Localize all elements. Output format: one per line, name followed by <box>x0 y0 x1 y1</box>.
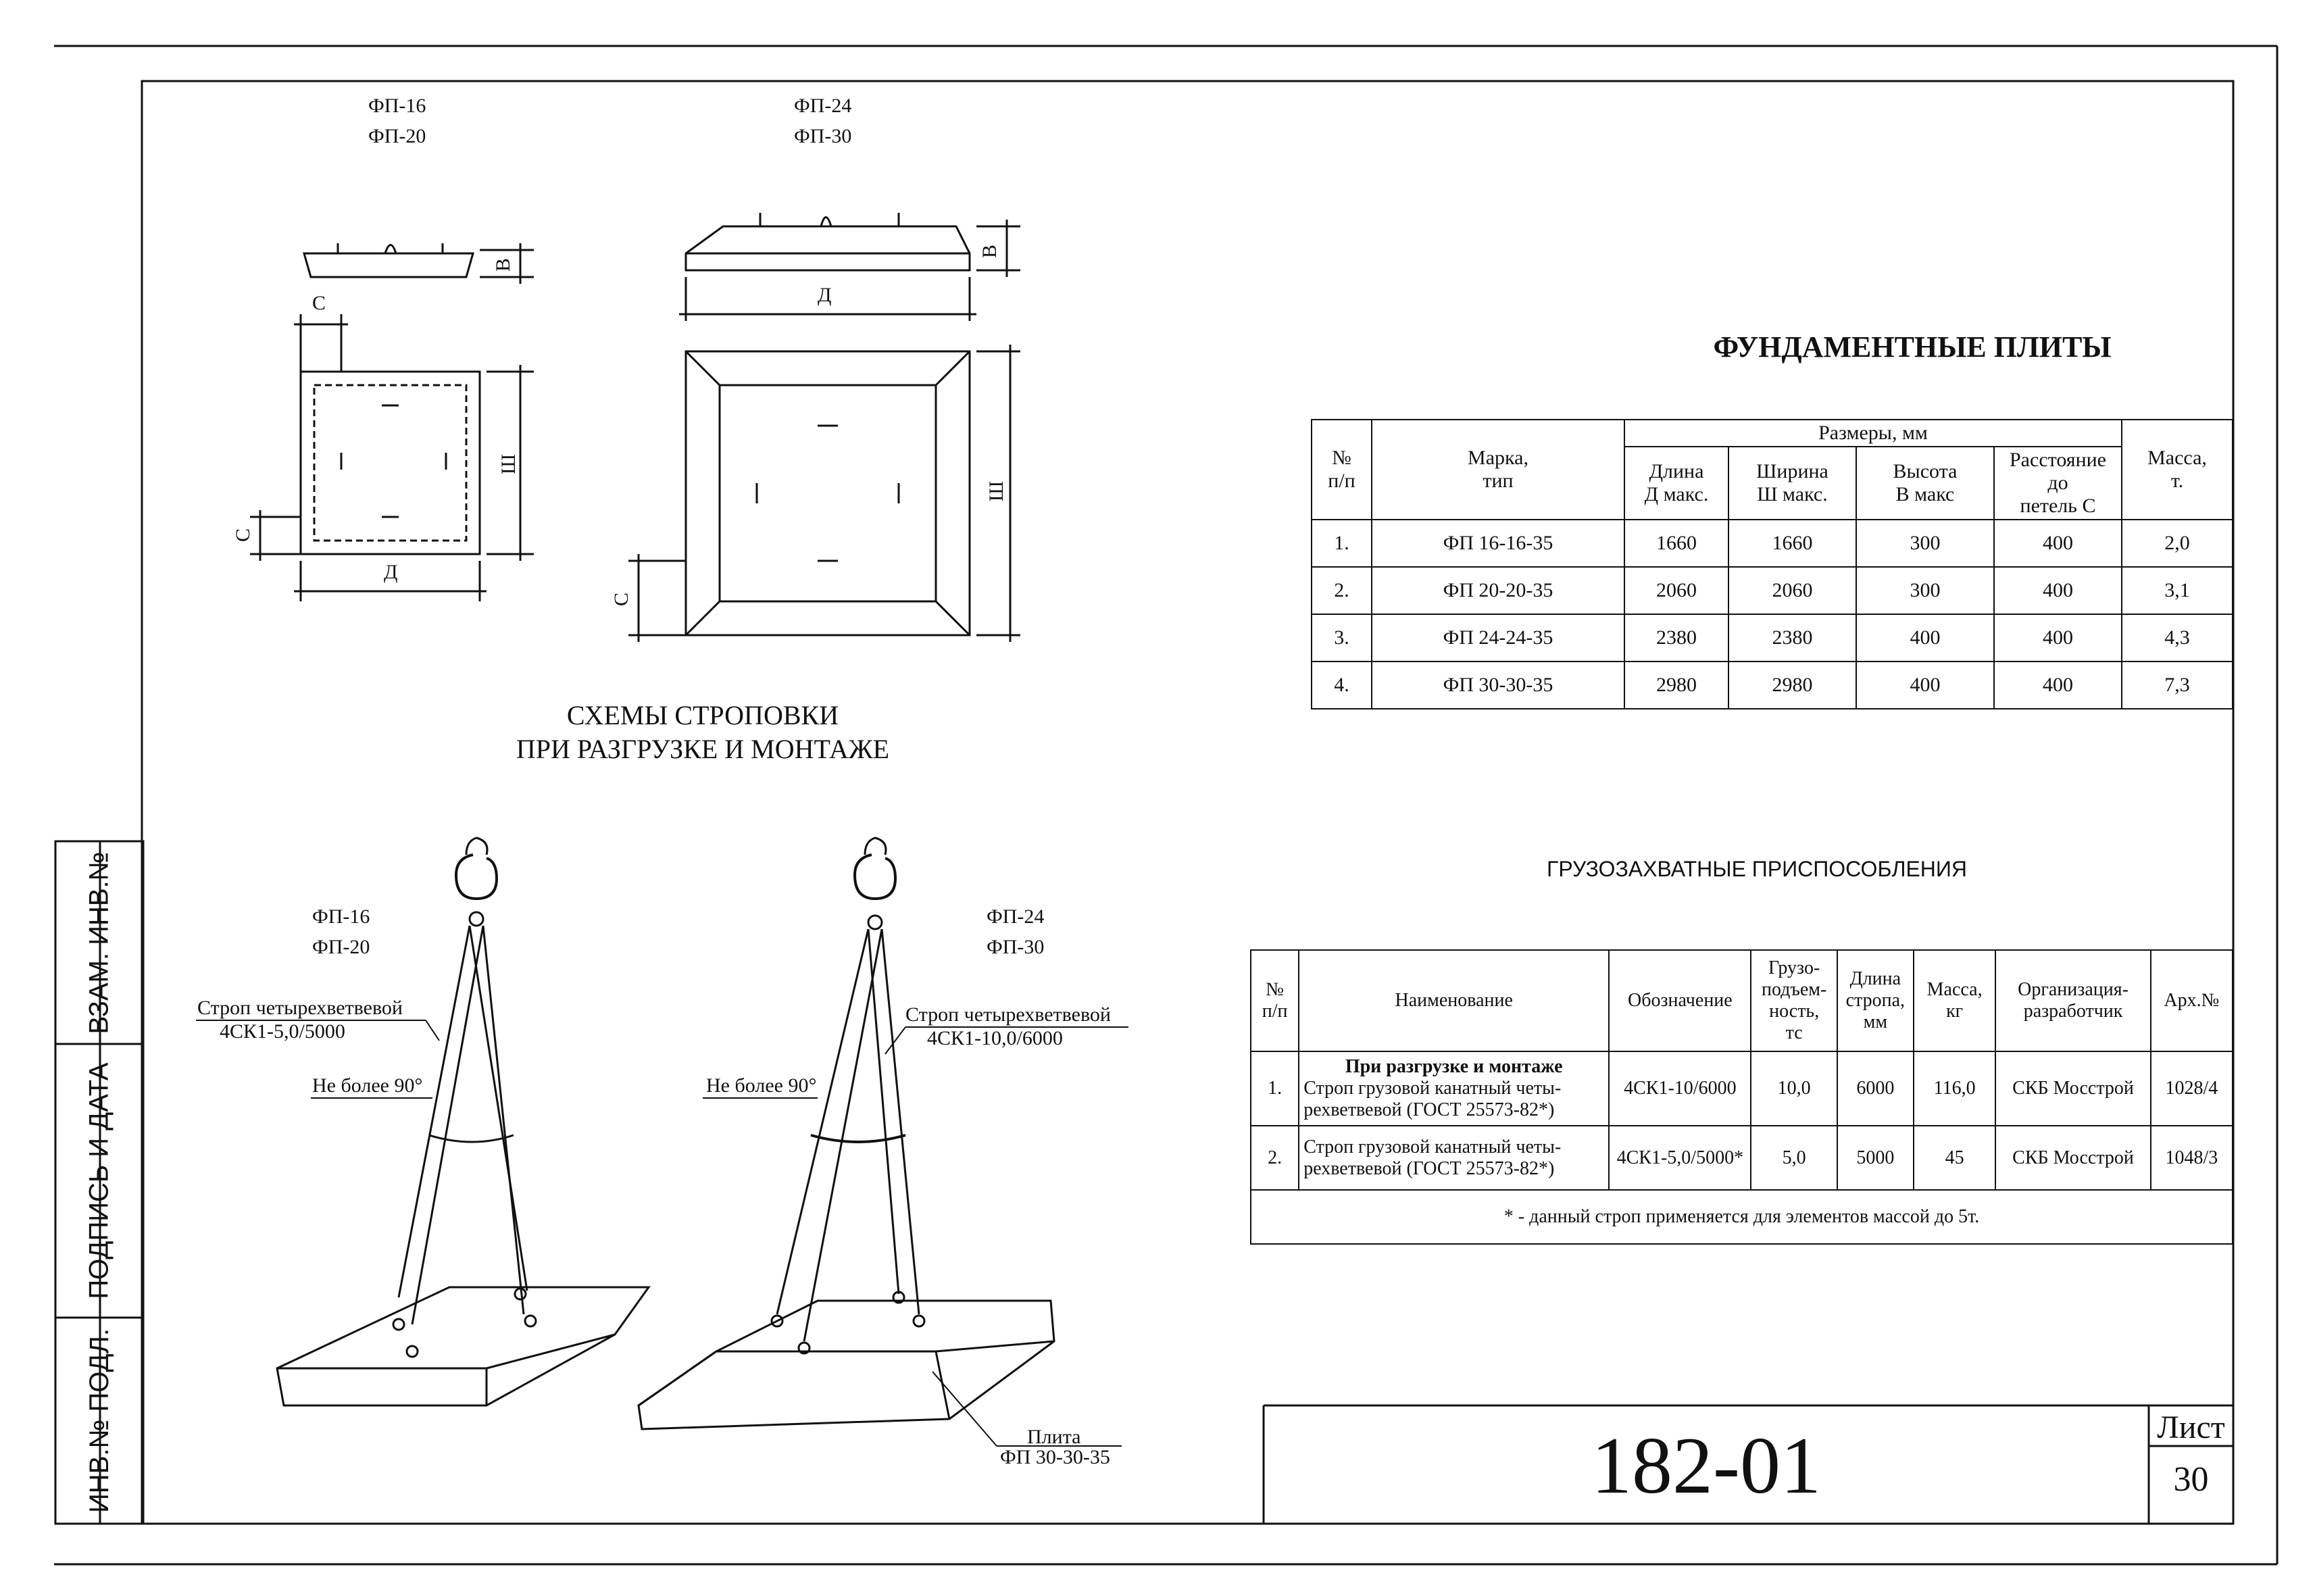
left-sling-label-1: Строп четырехветвевой <box>197 997 403 1019</box>
rigging-note: * - данный строп применяется для элементов массой до 5т. <box>1251 1190 2233 1244</box>
left-angle-label: Не более 90° <box>312 1074 423 1097</box>
plates-header-width: Ширина Ш макс. <box>1728 447 1856 520</box>
right-slinging-scheme <box>639 838 1128 1446</box>
plates-header-height: Высота В макс <box>1856 447 1994 520</box>
outer-frame <box>142 81 2233 1524</box>
left-slinging-scheme <box>196 838 649 1405</box>
dim-c-large: С <box>610 592 633 607</box>
schemes-title-line-2: ПРИ РАЗГРУЗКЕ И МОНТАЖЕ <box>516 734 890 764</box>
plates-header-sizes: Размеры, мм <box>1624 420 2122 447</box>
rigging-header-name: Наименование <box>1299 950 1609 1051</box>
stamp-podpis-data: ПОДПИСЬ И ДАТА <box>84 1062 114 1299</box>
left-sling-mark-1: ФП-16 <box>312 905 370 928</box>
dim-sh-large: Ш <box>985 480 1008 502</box>
dim-d-small: Д <box>384 561 398 583</box>
plates-title: ФУНДАМЕНТНЫЕ ПЛИТЫ <box>1713 330 2112 364</box>
rigging-header-length: Длина стропа, мм <box>1837 950 1914 1051</box>
rigging-header-mass: Масса, кг <box>1914 950 1996 1051</box>
plates-header-length: Длина Д макс. <box>1624 447 1728 520</box>
right-sling-mark-1: ФП-24 <box>987 905 1045 928</box>
sheet-number: 30 <box>2173 1460 2209 1499</box>
plate-label-2: ФП 30-30-35 <box>1000 1446 1110 1468</box>
large-plate-mark-2: ФП-30 <box>794 125 852 147</box>
rigging-header-arch: Арх.№ <box>2151 950 2233 1051</box>
rigging-section-label: При разгрузке и монтаже <box>1345 1056 1563 1077</box>
left-sling-label-2: 4СК1-5,0/5000 <box>220 1020 345 1043</box>
dim-v-large: В <box>978 244 1001 259</box>
table-row: 2. ФП 20-20-35 2060 2060 300 400 3,1 <box>1312 567 2233 614</box>
plates-table <box>1311 419 2233 709</box>
small-plate-mark-1: ФП-16 <box>368 95 426 117</box>
schemes-title-line-1: СХЕМЫ СТРОПОВКИ <box>566 700 839 730</box>
rigging-header-designation: Обозначение <box>1609 950 1751 1051</box>
table-row: 3. ФП 24-24-35 2380 2380 400 400 4,3 <box>1312 614 2233 662</box>
rigging-header-org: Организация- разработчик <box>1995 950 2150 1051</box>
small-plate-plan-view <box>250 314 534 601</box>
plates-header-mark: Марка, тип <box>1372 420 1624 520</box>
plates-header-num: № п/п <box>1312 420 1372 520</box>
plates-header-mass: Масса, т. <box>2122 420 2233 520</box>
rigging-header-capacity: Грузо- подъем- ность, тс <box>1751 950 1837 1051</box>
plates-header-loop: Расстояние до петель С <box>1994 447 2122 520</box>
stamp-inv-podl: ИНВ.№ ПОДЛ. <box>84 1328 114 1513</box>
dim-c-small-top: С <box>312 292 326 314</box>
table-row: 4. ФП 30-30-35 2980 2980 400 400 7,3 <box>1312 662 2233 709</box>
dim-v-small: В <box>492 257 515 272</box>
rigging-table <box>1250 949 2233 1245</box>
right-sling-label-2: 4СК1-10,0/6000 <box>927 1027 1063 1049</box>
right-sling-mark-2: ФП-30 <box>987 936 1045 958</box>
large-plate-side-view <box>679 213 1020 321</box>
sheet-label: Лист <box>2157 1410 2225 1445</box>
rigging-header-num: № п/п <box>1251 950 1299 1051</box>
stamp-vzam-inv: ВЗАМ. ИНВ.№ <box>84 851 114 1034</box>
right-angle-label: Не более 90° <box>706 1074 817 1097</box>
plate-label-1: Плита <box>1027 1426 1081 1448</box>
left-sling-mark-2: ФП-20 <box>312 936 370 958</box>
dim-sh-small: Ш <box>497 453 520 475</box>
rigging-title: ГРУЗОЗАХВАТНЫЕ ПРИСПОСОБЛЕНИЯ <box>1546 857 1967 881</box>
table-row: 1. При разгрузке и монтаже Строп грузовой канатный четы- рехветвевой (ГОСТ 25573-82*) 4СК1-10/6000 10,0 6000 116,0 СКБ Мосстрой 1028/4 <box>1251 1051 2233 1126</box>
right-sling-label-1: Строп четырехветвевой <box>905 1003 1111 1026</box>
dim-d-large: Д <box>818 284 832 306</box>
dim-c-small-side: С <box>232 528 255 543</box>
large-plate-plan-view <box>628 345 1020 642</box>
table-row: 2. Строп грузовой канатный четы- рехветвевой (ГОСТ 25573-82*) 4СК1-5,0/5000* 5,0 5000 45 СКБ Мосстрой 1048/3 <box>1251 1126 2233 1190</box>
table-row: 1. ФП 16-16-35 1660 1660 300 400 2,0 <box>1312 520 2233 567</box>
large-plate-mark-1: ФП-24 <box>794 95 852 117</box>
small-plate-mark-2: ФП-20 <box>368 125 426 147</box>
document-code: 182-01 <box>1591 1420 1821 1510</box>
